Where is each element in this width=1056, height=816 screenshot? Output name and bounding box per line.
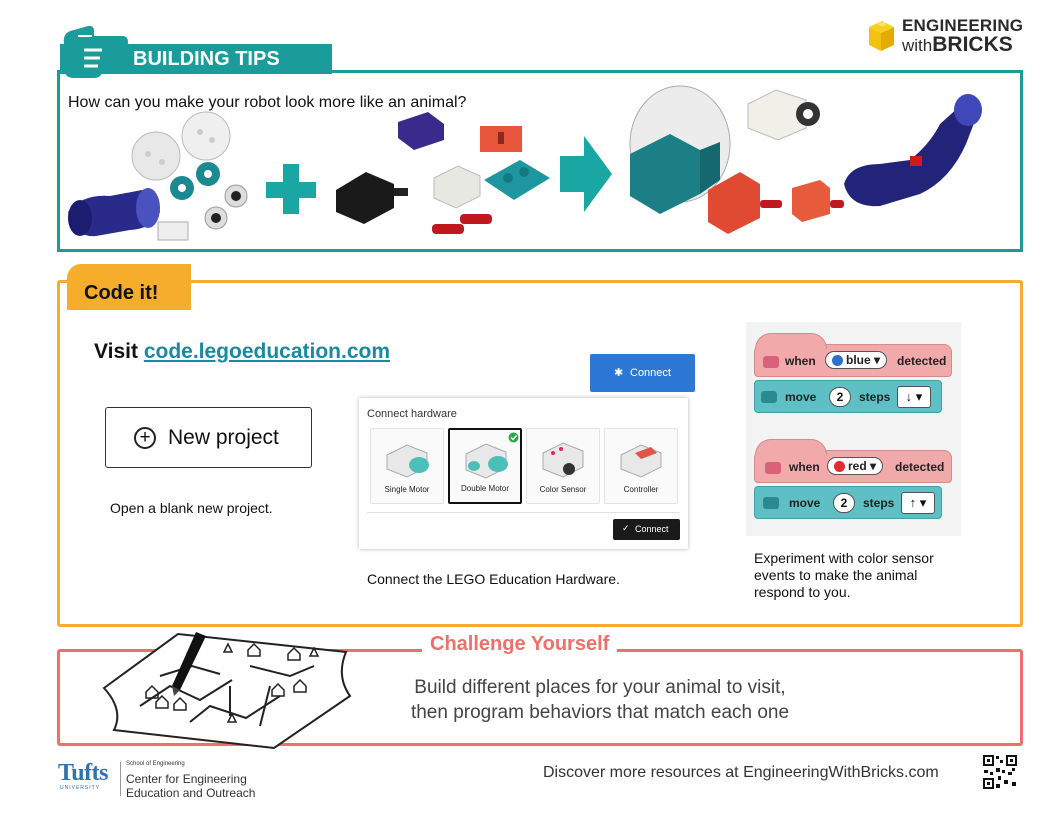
hardware-panel-title: Connect hardware xyxy=(367,408,457,420)
checkmark-icon: ✓ xyxy=(622,523,630,533)
move-up-block[interactable] xyxy=(754,486,942,519)
code-it-title: Code it! xyxy=(84,282,159,304)
steps-input[interactable]: 2 xyxy=(833,493,855,513)
steps-label: steps xyxy=(859,390,891,404)
tufts-university-label: UNIVERSITY xyxy=(60,785,101,791)
check-badge-icon xyxy=(508,432,519,443)
red-pins-part xyxy=(432,214,492,234)
connect-bottom-label: Connect xyxy=(635,524,669,534)
when-red-detected-block[interactable] xyxy=(754,450,952,483)
hardware-card-label: Double Motor xyxy=(460,484,510,493)
pointing-hand-icon xyxy=(58,24,132,80)
building-tips-title: BUILDING TIPS xyxy=(133,48,280,70)
center-line2: Education and Outreach xyxy=(126,786,256,800)
center-line1: Center for Engineering xyxy=(126,772,247,786)
bluetooth-icon: ✱ xyxy=(614,367,624,379)
when-label: when xyxy=(785,354,816,368)
steps-label: steps xyxy=(863,496,895,510)
black-brick-part xyxy=(336,172,408,224)
single-motor-icon xyxy=(383,439,433,479)
motor-block-icon xyxy=(761,391,777,403)
code-it-header xyxy=(67,264,191,310)
connect-hardware-panel xyxy=(359,398,688,549)
move-down-block[interactable] xyxy=(754,380,942,413)
color-dropdown-blue[interactable]: blue ▾ xyxy=(825,351,887,369)
challenge-title: Challenge Yourself xyxy=(422,633,617,656)
hardware-card-label: Color Sensor xyxy=(539,485,587,494)
hardware-card-single-motor[interactable] xyxy=(370,428,444,504)
connect-top-label: Connect xyxy=(630,367,671,379)
hat-hump xyxy=(755,333,827,349)
open-project-caption: Open a blank new project. xyxy=(110,500,273,516)
code-lego-link[interactable]: code.legoeducation.com xyxy=(143,340,391,363)
code-blocks-panel xyxy=(746,322,961,536)
challenge-line2: then program behaviors that match each one xyxy=(410,702,790,723)
hardware-panel-divider xyxy=(367,512,680,513)
direction-dropdown-down[interactable]: ↓ ▾ xyxy=(897,386,931,408)
hardware-card-label: Controller xyxy=(623,485,659,494)
new-project-button[interactable] xyxy=(105,407,312,468)
detected-label: detected xyxy=(895,460,945,474)
visit-line xyxy=(94,340,390,364)
logo-line1: ENGINEERING xyxy=(902,16,1024,35)
white-clip-piece xyxy=(158,222,188,240)
hardware-caption: Connect the LEGO Education Hardware. xyxy=(367,571,620,587)
plus-circle-icon: + xyxy=(134,427,156,449)
when-blue-detected-block[interactable] xyxy=(754,344,952,377)
school-label: School of Engineering xyxy=(126,761,185,767)
teal-plate-part xyxy=(484,160,550,200)
visit-prefix: Visit xyxy=(94,340,144,363)
map-sketch-illustration xyxy=(100,626,360,750)
qr-code-icon[interactable] xyxy=(982,754,1018,790)
eye-brick-part xyxy=(748,90,820,140)
hardware-card-double-motor[interactable] xyxy=(448,428,522,504)
red-dot-icon xyxy=(834,461,845,472)
controller-icon xyxy=(617,439,667,479)
purple-brick-part xyxy=(398,112,444,150)
tufts-wordmark: Tufts xyxy=(58,760,108,786)
blue-dot-icon xyxy=(832,355,843,366)
hat-hump xyxy=(755,439,827,455)
engineering-with-bricks-logo xyxy=(866,14,1026,56)
eye-tiles xyxy=(205,185,247,229)
blue-curved-tube-right xyxy=(844,94,982,206)
hardware-card-color-sensor[interactable] xyxy=(526,428,600,504)
steps-input[interactable]: 2 xyxy=(829,387,851,407)
tips-question: How can you make your robot look more like an animal? xyxy=(68,94,467,111)
color-sensor-block-icon xyxy=(763,356,779,368)
move-label: move xyxy=(789,496,821,510)
brick-cube-icon xyxy=(866,18,896,52)
detected-label: detected xyxy=(897,354,947,368)
color-dropdown-red[interactable]: red ▾ xyxy=(827,457,883,475)
direction-dropdown-up[interactable]: ↑ ▾ xyxy=(901,492,935,514)
hardware-card-controller[interactable] xyxy=(604,428,678,504)
plus-sign-icon xyxy=(266,164,316,214)
connect-button-bottom[interactable] xyxy=(613,519,680,540)
hardware-card-label: Single Motor xyxy=(384,485,430,494)
logo-line2: withBRICKS xyxy=(902,33,1013,56)
new-project-label: New project xyxy=(168,426,279,449)
resources-footer-text: Discover more resources at EngineeringWithBricks.com xyxy=(543,764,939,781)
tufts-logo xyxy=(58,760,258,800)
orange-bricks-with-pins xyxy=(708,172,844,234)
when-label: when xyxy=(789,460,820,474)
white-brick-part xyxy=(434,166,480,208)
lego-parts-illustration xyxy=(60,84,1020,250)
experiment-caption: Experiment with color sensor events to make the animal respond to you. xyxy=(754,550,934,600)
color-sensor-icon xyxy=(539,439,589,479)
challenge-text xyxy=(340,675,860,725)
connect-button-top[interactable] xyxy=(590,354,695,392)
teal-arrow-icon xyxy=(560,136,612,212)
blue-curved-tube-part xyxy=(68,188,160,236)
color-sensor-block-icon xyxy=(765,462,781,474)
motor-block-icon xyxy=(763,497,779,509)
move-label: move xyxy=(785,390,817,404)
challenge-line1: Build different places for your animal to visit, xyxy=(414,677,786,698)
logo-divider xyxy=(120,762,121,796)
double-motor-icon xyxy=(462,440,512,480)
orange-brick-part xyxy=(480,126,522,152)
